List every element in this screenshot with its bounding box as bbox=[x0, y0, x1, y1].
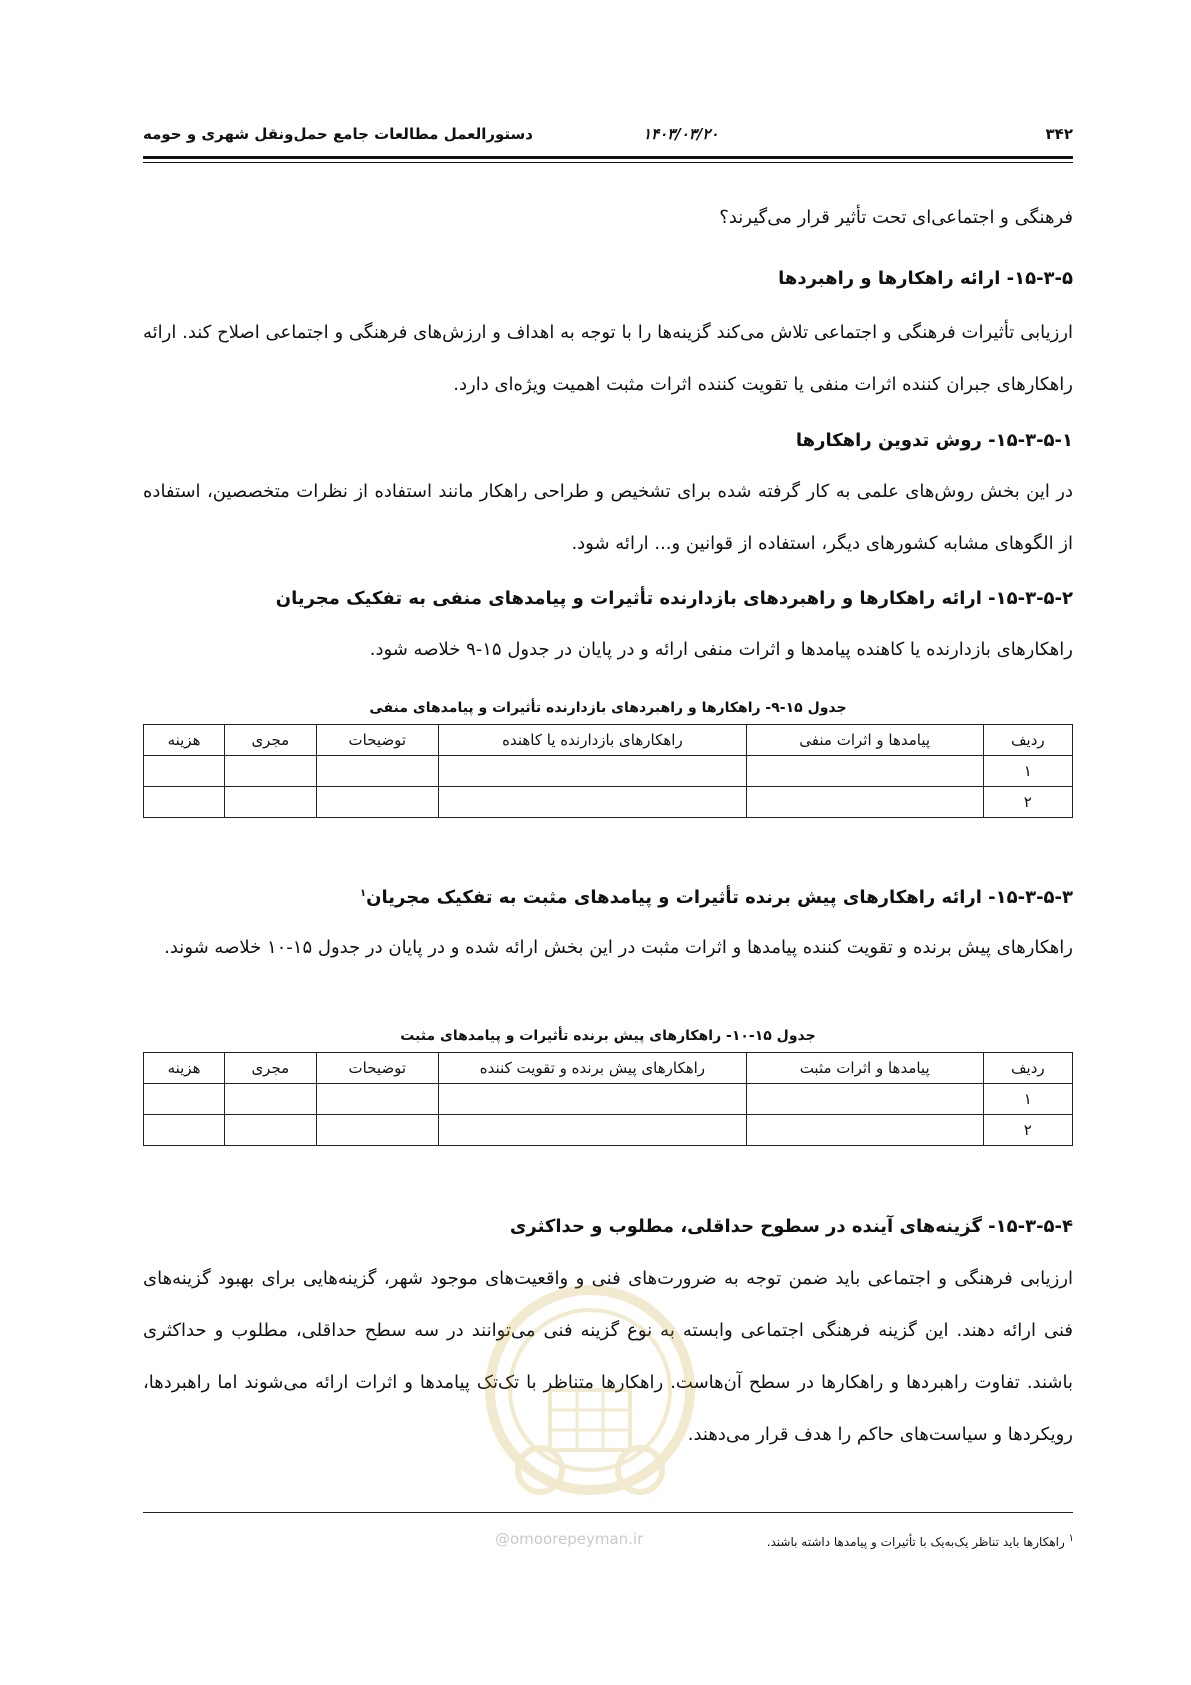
table-cell: ۱ bbox=[983, 756, 1072, 787]
column-header: پیامدها و اثرات منفی bbox=[746, 725, 983, 756]
table-9 bbox=[143, 724, 1073, 818]
column-header: هزینه bbox=[144, 725, 225, 756]
watermark-url[interactable]: @omoorepeyman.ir bbox=[495, 1530, 644, 1548]
page-number: ۳۴۲ bbox=[1045, 125, 1073, 143]
seal-logo-icon bbox=[480, 1270, 700, 1530]
table-10 bbox=[143, 1052, 1073, 1146]
table-cell bbox=[144, 756, 225, 787]
intro-line: فرهنگی و اجتماعی‌ای تحت تأثیر قرار می‌گیرند؟ bbox=[719, 207, 1073, 228]
column-header: راهکارهای پیش برنده و تقویت کننده bbox=[439, 1053, 747, 1084]
table-cell bbox=[439, 1084, 747, 1115]
header-date: ۱۴۰۳/۰۳/۲۰ bbox=[643, 125, 719, 143]
column-header: توضیحات bbox=[316, 725, 439, 756]
section-body-main: ارزیابی تأثیرات فرهنگی و اجتماعی تلاش می‌کند گزینه‌ها را با توجه به اهداف و ارزش‌های فرهنگی و اجتماعی اصلاح کند. ارائه راهکارهای جبران کننده اثرات منفی یا تقویت کننده اثرات مثبت اهمیت ویژه‌ای دارد. bbox=[143, 322, 1073, 395]
table-cell bbox=[316, 787, 439, 818]
column-header: ردیف bbox=[983, 725, 1072, 756]
table-header-row bbox=[144, 725, 1073, 756]
table-cell: ۲ bbox=[983, 787, 1072, 818]
column-header: مجری bbox=[225, 725, 316, 756]
table-row bbox=[144, 1115, 1073, 1146]
table-cell bbox=[144, 1084, 225, 1115]
section-body-4: ارزیابی فرهنگی و اجتماعی باید ضمن توجه به ضرورت‌های فنی و واقعیت‌های موجود شهر، گزینه‌هایی برای بهبود گزینه‌های فنی ارائه دهند. این گزینه فرهنگی اجتماعی وابسته به نوع گزینه فنی می‌توانند در سه سطح حداقلی، مطلوب و حداکثری باشند. تفاوت راهبردها و راهکارها در سطح آن‌هاست. راهکارها متناظر با تک‌تک پیامدها و اثرات ارائه می‌شوند اما راهبردها، رویکردها و سیاست‌های حاکم را هدف قرار می‌دهند. bbox=[143, 1268, 1073, 1445]
table-cell bbox=[746, 1115, 983, 1146]
table-row bbox=[144, 756, 1073, 787]
column-header: راهکارهای بازدارنده یا کاهنده bbox=[439, 725, 747, 756]
table-cell bbox=[746, 787, 983, 818]
table-cell bbox=[225, 787, 316, 818]
header-rule bbox=[143, 156, 1073, 159]
section-heading-1: ۱۵-۳-۵-۱- روش تدوین راهکارها bbox=[795, 430, 1073, 451]
table-cell bbox=[144, 1115, 225, 1146]
footnote-mark: ۱ bbox=[1068, 1533, 1074, 1544]
section-heading-3 bbox=[143, 887, 1073, 908]
section-heading-2: ۱۵-۳-۵-۲- ارائه راهکارها و راهبردهای بازدارنده تأثیرات و پیامدهای منفی به تفکیک مجریان bbox=[275, 588, 1073, 609]
running-header bbox=[143, 125, 1073, 151]
table-cell bbox=[316, 1115, 439, 1146]
table-cell bbox=[439, 1115, 747, 1146]
column-header: پیامدها و اثرات مثبت bbox=[746, 1053, 983, 1084]
table-cell bbox=[439, 756, 747, 787]
column-header: مجری bbox=[225, 1053, 316, 1084]
table-cell bbox=[746, 1084, 983, 1115]
table-cell bbox=[225, 1115, 316, 1146]
table-row bbox=[144, 787, 1073, 818]
footnote-reference[interactable]: ۱ bbox=[360, 888, 367, 899]
section-body-1: در این بخش روش‌های علمی به کار گرفته شده برای تشخیص و طراحی راهکار مانند استفاده از نظرات متخصصین، استفاده از الگوهای مشابه کشورهای دیگر، استفاده از قوانین و... ارائه شود. bbox=[143, 481, 1073, 554]
table-row bbox=[144, 1084, 1073, 1115]
column-header: هزینه bbox=[144, 1053, 225, 1084]
table-header-row bbox=[144, 1053, 1073, 1084]
footnote-text: راهکارها باید تناظر یک‌به‌یک با تأثیرات و پیامدها داشته باشند. bbox=[766, 1535, 1065, 1549]
table-cell bbox=[144, 787, 225, 818]
section-heading-3-text: ۱۵-۳-۵-۳- ارائه راهکارهای پیش برنده تأثیرات و پیامدهای مثبت به تفکیک مجریان bbox=[366, 887, 1073, 908]
table-cell: ۱ bbox=[983, 1084, 1072, 1115]
table-cell bbox=[316, 1084, 439, 1115]
section-body-2: راهکارهای بازدارنده یا کاهنده پیامدها و اثرات منفی ارائه و در پایان در جدول ۱۵-۹ خلاصه شود. bbox=[369, 639, 1073, 660]
table-cell bbox=[746, 756, 983, 787]
section-body-3: راهکارهای پیش برنده و تقویت کننده پیامدها و اثرات مثبت در این بخش ارائه شده و در پایان در جدول ۱۵-۱۰ خلاصه شوند. bbox=[164, 937, 1073, 958]
table-cell bbox=[225, 1084, 316, 1115]
section-heading-main: ۱۵-۳-۵- ارائه راهکارها و راهبردها bbox=[778, 268, 1073, 289]
table-10-caption: جدول ۱۵-۱۰- راهکارهای پیش برنده تأثیرات و پیامدهای مثبت bbox=[400, 1028, 816, 1044]
header-rule-thin bbox=[143, 162, 1073, 163]
header-title: دستورالعمل مطالعات جامع حمل‌ونقل شهری و حومه bbox=[143, 125, 533, 143]
footnote bbox=[767, 1533, 1074, 1549]
table-cell: ۲ bbox=[983, 1115, 1072, 1146]
table-cell bbox=[316, 756, 439, 787]
column-header: توضیحات bbox=[316, 1053, 439, 1084]
table-9-caption: جدول ۱۵-۹- راهکارها و راهبردهای بازدارنده تأثیرات و پیامدهای منفی bbox=[369, 700, 847, 716]
footnote-rule bbox=[143, 1512, 1073, 1513]
section-heading-4: ۱۵-۳-۵-۴- گزینه‌های آینده در سطوح حداقلی، مطلوب و حداکثری bbox=[509, 1216, 1073, 1237]
table-cell bbox=[225, 756, 316, 787]
table-cell bbox=[439, 787, 747, 818]
column-header: ردیف bbox=[983, 1053, 1072, 1084]
